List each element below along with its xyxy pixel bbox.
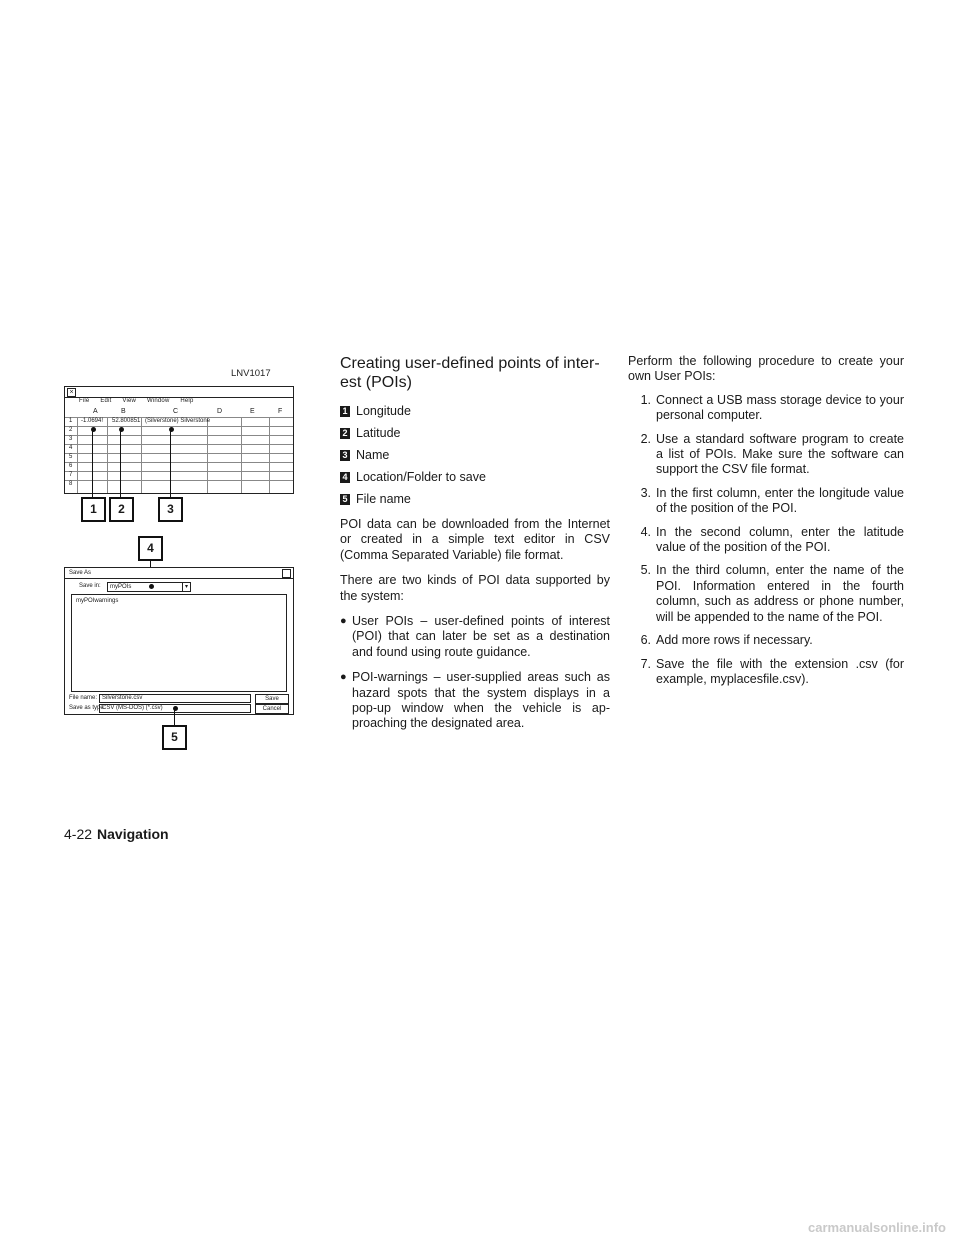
step-item bbox=[628, 393, 904, 424]
spreadsheet-grid bbox=[65, 408, 293, 493]
column-header: A bbox=[93, 408, 98, 415]
menu-window: Window bbox=[146, 398, 170, 404]
column-header: B bbox=[121, 408, 126, 415]
callout-2: 2 bbox=[109, 497, 134, 522]
bullet-icon: ● bbox=[340, 615, 347, 628]
menu-view: View bbox=[122, 398, 137, 404]
step-item bbox=[628, 486, 904, 517]
legend-number: 4 bbox=[340, 472, 350, 483]
legend-item bbox=[340, 470, 610, 485]
page-footer bbox=[64, 826, 169, 842]
cell-longitude: -1.0694! bbox=[81, 418, 104, 424]
save-as-dialog bbox=[64, 567, 294, 715]
step-item bbox=[628, 657, 904, 688]
close-icon: × bbox=[67, 388, 76, 397]
legend-label: Location/Folder to save bbox=[356, 470, 486, 484]
page-number: 4-22 bbox=[64, 826, 93, 842]
step-text: In the first column, enter the longitude value of the position of the POI. bbox=[656, 485, 904, 516]
spreadsheet-menubar bbox=[79, 398, 203, 404]
right-column bbox=[628, 354, 904, 695]
section-name: Navigation bbox=[97, 826, 169, 842]
step-text: In the second column, enter the latitude value of the position of the POI. bbox=[656, 524, 904, 555]
legend-label: Latitude bbox=[356, 426, 401, 440]
row-number: 8 bbox=[69, 481, 73, 487]
step-text: Connect a USB mass storage device to your personal computer. bbox=[656, 392, 904, 423]
column-header: D bbox=[217, 408, 223, 415]
callout-1: 1 bbox=[81, 497, 106, 522]
dialog-title: Save As bbox=[65, 568, 293, 579]
cell-name: (Silverstone) Silverstone bbox=[145, 418, 211, 424]
step-number: 6. bbox=[640, 633, 651, 648]
middle-column bbox=[340, 354, 610, 742]
paragraph: There are two kinds of POI data supported by the system: bbox=[340, 573, 610, 603]
close-icon bbox=[282, 569, 291, 578]
file-name-label: File name: bbox=[69, 695, 98, 701]
legend-label: Name bbox=[356, 448, 390, 462]
section-heading: Creating user-defined points of inter-est (POIs) bbox=[340, 355, 600, 391]
save-type-field: CSV (MS-DOS) (*.csv) bbox=[99, 704, 251, 713]
step-text: Save the file with the extension .csv (for example, myplacesfile.csv). bbox=[656, 656, 904, 686]
row-number: 1 bbox=[69, 418, 73, 424]
menu-file: File bbox=[79, 398, 90, 404]
step-text: Add more rows if necessary. bbox=[656, 633, 813, 648]
legend-number: 5 bbox=[340, 494, 350, 505]
callout-3: 3 bbox=[158, 497, 183, 522]
step-item bbox=[628, 432, 904, 478]
step-number: 4. bbox=[640, 524, 651, 539]
chevron-down-icon: ▾ bbox=[182, 583, 190, 591]
marker-dot bbox=[149, 584, 154, 589]
cell-latitude: 52.800851 bbox=[112, 418, 141, 424]
legend-label: Longitude bbox=[356, 404, 411, 418]
legend-label: File name bbox=[356, 492, 411, 506]
spreadsheet-titlebar bbox=[65, 387, 293, 398]
step-number: 7. bbox=[640, 656, 651, 671]
step-number: 2. bbox=[640, 431, 651, 446]
legend-number: 2 bbox=[340, 428, 350, 439]
step-text: Use a standard software program to create a list of POIs. Make sure the software can support the CSV file format. bbox=[656, 431, 904, 477]
save-in-label: Save in: bbox=[79, 583, 101, 589]
row-number: 6 bbox=[69, 463, 73, 469]
row-number: 4 bbox=[69, 445, 73, 451]
step-number: 3. bbox=[640, 485, 651, 500]
spreadsheet-window bbox=[64, 386, 294, 494]
step-number: 1. bbox=[640, 392, 651, 407]
column-header: F bbox=[278, 408, 283, 415]
step-item bbox=[628, 525, 904, 556]
bullet-icon: ● bbox=[340, 671, 347, 684]
legend-item bbox=[340, 448, 610, 463]
step-item bbox=[628, 633, 904, 648]
figure-caption: LNV1017 bbox=[231, 368, 271, 379]
watermark: carmanualsonline.info bbox=[808, 1220, 946, 1235]
save-in-value: myPOIs bbox=[110, 584, 132, 590]
column-header: C bbox=[173, 408, 179, 415]
bullet-text: User POIs – user-defined points of interest (POI) that can later be set as a destination and found using route guidance. bbox=[352, 614, 610, 659]
legend-item bbox=[340, 404, 610, 419]
bullet-text: POI-warnings – user-supplied areas such as hazard spots that the system displays in a pop-up window when the vehicle is ap-proaching the designated area. bbox=[352, 670, 610, 731]
step-item bbox=[628, 563, 904, 625]
step-text: In the third column, enter the name of the POI. Information entered in the fourth column, such as address or phone number, will be appended to the name of the POI. bbox=[656, 563, 904, 624]
legend-number: 1 bbox=[340, 406, 350, 417]
step-number: 5. bbox=[640, 563, 651, 578]
legend-item bbox=[340, 426, 610, 441]
menu-help: Help bbox=[180, 398, 194, 404]
cancel-button: Cancel bbox=[255, 704, 289, 714]
legend-number: 3 bbox=[340, 450, 350, 461]
callout-4: 4 bbox=[138, 536, 163, 561]
legend-item bbox=[340, 492, 610, 507]
bullet-item bbox=[340, 614, 610, 660]
bullet-item bbox=[340, 670, 610, 732]
save-button: Save bbox=[255, 694, 289, 704]
column-header: E bbox=[250, 408, 255, 415]
save-type-label: Save as type: bbox=[69, 705, 106, 711]
callout-5: 5 bbox=[162, 725, 187, 750]
intro-paragraph: Perform the following procedure to create your own User POIs: bbox=[628, 354, 904, 384]
paragraph: POI data can be downloaded from the Internet or created in a simple text editor in CSV (Comma Separated Variable) file format. bbox=[340, 517, 610, 562]
row-number: 3 bbox=[69, 436, 73, 442]
row-number: 7 bbox=[69, 472, 73, 478]
menu-edit: Edit bbox=[100, 398, 112, 404]
folder-item: myPOIwarnings bbox=[76, 598, 119, 604]
row-number: 2 bbox=[69, 427, 73, 433]
row-number: 5 bbox=[69, 454, 73, 460]
file-name-field: Silverstone.csv bbox=[99, 694, 251, 703]
folder-list bbox=[71, 594, 287, 692]
